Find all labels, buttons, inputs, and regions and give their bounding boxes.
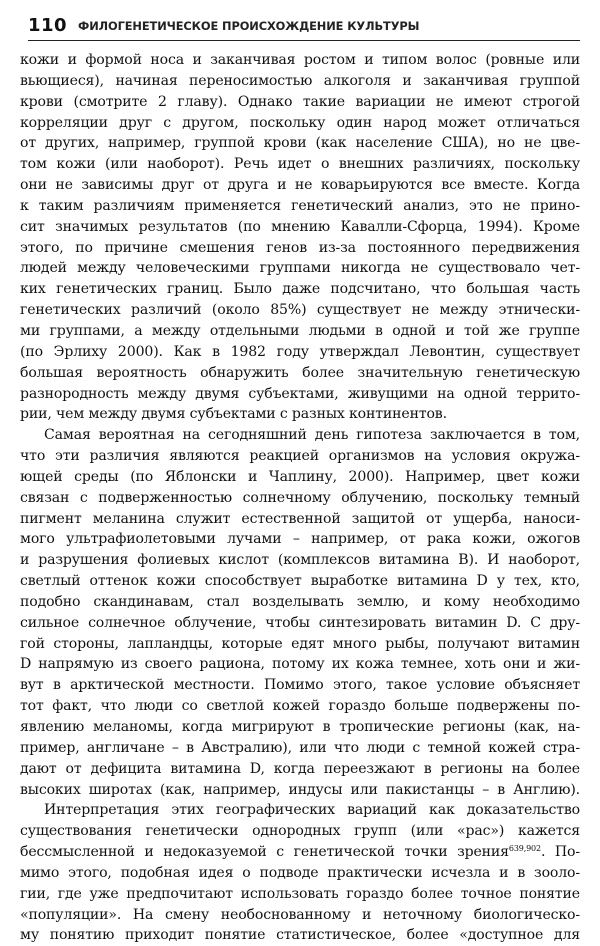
text-line: мимо этого, подобная идея о подводе практически исчезла и в зооло- [20, 864, 580, 881]
text-line: явлению меланомы, когда мигрируют в тропические регионы (как, на- [20, 719, 580, 735]
text-line: крови (смотрите 2 главу). Однако такие вариации не имеют строгой [20, 93, 580, 110]
text-line: (по Эрлиху 2000). Как в 1982 году утверждал Левонтин, существует [20, 343, 580, 360]
text-line: том кожи (или наоборот). Речь идет о внешних различиях, поскольку [20, 156, 580, 173]
text-line: гии, где уже предпочитают использовать гораздо более точное понятие [20, 885, 580, 902]
text-line: Самая вероятная на сегодняшний день гипотеза заключается в том, [44, 427, 580, 444]
text-line: людей между человеческими группами никогда не существовало чет- [20, 260, 580, 277]
text-line: существования генетически однородных групп (или «рас») кажется [20, 823, 580, 840]
text-segment: . По- [540, 844, 581, 861]
text-line: большая вероятность обнаружить более значительную генетическую [20, 364, 580, 381]
text-line: генетических различий (около 85%) существует не между этнически- [20, 302, 580, 319]
text-line: они не зависимы друг от друга и не коварьируются все вместе. Когда [20, 177, 580, 194]
text-line: высоких широтах (как, например, индусы или пакистанцы – в Англию). [20, 781, 580, 798]
text-line: «популяции». На смену необоснованному и неточному биологическо- [20, 906, 580, 923]
text-line: кожи и формой носа и заканчивая ростом и типом волос (ровные или [20, 52, 580, 68]
body-text [20, 50, 580, 946]
text-line: ющей среды (по Яблонски и Чаплину, 2000). Например, цвет кожи [20, 468, 580, 485]
text-line: Интерпретация этих географических вариаций как доказательство [44, 802, 580, 819]
text-line: мого ультрафиолетовыми лучами – например, от рака кожи, ожогов [20, 531, 580, 548]
text-line: тот факт, что люди со светлой кожей гораздо больше подвержены по- [20, 698, 580, 715]
page-header [28, 12, 580, 42]
text-line: гой стороны, лапландцы, которые едят много рыбы, получают витамин [20, 635, 580, 652]
text-line: пример, англичане – в Австралию), или что люди с темной кожей стра- [20, 739, 580, 756]
text-line: вьющиеся), начиная переносимостью алкоголя и заканчивая группой [20, 72, 580, 89]
text-line: подобно скандинавам, стал возделывать землю, и кому необходимо [20, 593, 580, 610]
header-rule [28, 40, 580, 41]
text-line: разнородность между двумя субъектами, живущими на одной террито- [20, 385, 580, 402]
text-line: и разрушения фолиевых кислот (комплексов витамина В). И наоборот, [20, 552, 580, 569]
text-line: светлый оттенок кожи способствует выработке витамина D у тех, кто, [20, 573, 580, 590]
text-line: от других, например, группой крови (как население США), но не цве- [20, 135, 580, 152]
running-head: ФИЛОГЕНЕТИЧЕСКОЕ ПРОИСХОЖДЕНИЕ КУЛЬТУРЫ [78, 19, 420, 33]
text-line: дают от дефицита витамина D, когда переезжают в регионы на более [20, 760, 580, 777]
page-number: 110 [28, 15, 68, 36]
text-line: ми группами, а между отдельными людьми в одной и той же группе [20, 322, 580, 339]
text-line: этого, по причине смешения генов из-за постоянного передвижения [20, 239, 580, 256]
text-line: сильное солнечное облучение, чтобы синтезировать витамин D. С дру- [20, 614, 580, 631]
text-line-with-reference [20, 842, 580, 863]
text-line: вут в арктической местности. Помимо этого, такое условие объясняет [20, 677, 580, 694]
text-line: связан с подверженностью солнечному облучению, поскольку темный [20, 489, 580, 506]
text-line: ких генетических границ. Было даже подсчитано, что большая часть [20, 281, 580, 298]
text-segment: бессмысленной и недоказуемой с генетической точки зрения [20, 844, 509, 861]
reference-superscript: 639,902 [508, 844, 541, 854]
text-line: сит значимых результатов (по мнению Кавалли-Сфорца, 1994). Кроме [20, 218, 580, 235]
text-line: что эти различия являются реакцией организмов на условия окружа- [20, 448, 580, 465]
text-line: к таким различиям применяется генетический анализ, это не прино- [20, 197, 580, 214]
text-line: D напрямую из своего рациона, потому их кожа темнее, хоть они и жи- [20, 656, 580, 673]
text-line: пигмент меланина служит естественной защитой от ущерба, наноси- [20, 510, 580, 527]
text-line: корреляции друг с другом, поскольку один народ может отличаться [20, 114, 580, 131]
text-line: рии, чем между двумя субъектами с разных континентов. [20, 406, 447, 423]
text-line: му понятию приходит понятие статистическое, более «доступное для [20, 927, 580, 944]
